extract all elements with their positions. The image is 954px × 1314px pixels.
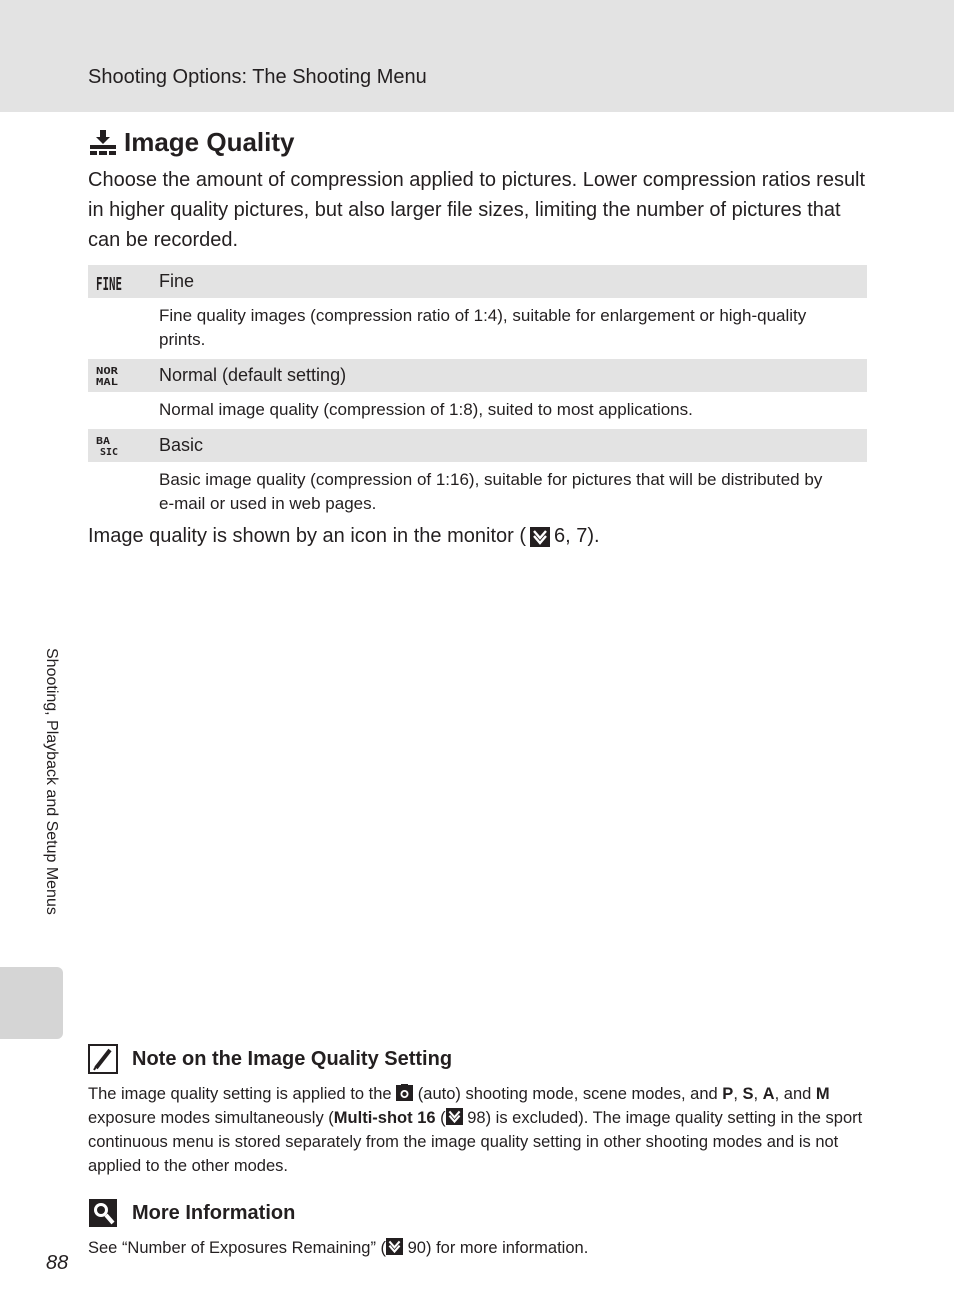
more-info-body — [88, 1236, 868, 1260]
basic-icon-bottom: SIC — [100, 447, 118, 458]
option-row-basic — [88, 429, 867, 462]
option-description-basic: Basic image quality (compression of 1:16), suitable for pictures that will be distributed by e-mail or used in web pages. — [159, 470, 823, 513]
note-text-2: (auto) shooting mode, scene modes, and — [413, 1085, 723, 1103]
normal-icon — [96, 364, 122, 388]
fine-icon — [96, 270, 122, 294]
note-text-1: The image quality setting is applied to the — [88, 1085, 397, 1103]
side-tab — [0, 967, 63, 1039]
mode-s: S — [742, 1085, 754, 1103]
option-row-normal — [88, 359, 867, 392]
page-reference-icon — [446, 1108, 463, 1125]
more-info-block — [88, 1196, 868, 1260]
note-text-6: 98) is excluded). The image quality setting in the sport continuous menu is stored separately from the image quality setting in other shooting modes and is not applied to the other modes. — [88, 1109, 863, 1175]
note-text-3: , and — [774, 1085, 816, 1103]
side-tab-label: Shooting, Playback and Setup Menus — [43, 648, 60, 915]
page-reference-icon — [386, 1238, 403, 1255]
monitor-note — [88, 525, 600, 548]
more-info-title: More Information — [132, 1201, 296, 1224]
pencil-note-icon — [88, 1044, 118, 1074]
mode-a: A — [762, 1085, 775, 1103]
fine-icon-text: FINE — [96, 274, 122, 295]
note-heading — [88, 1042, 868, 1076]
monitor-note-text-after: 6, 7). — [554, 525, 600, 547]
option-description-fine: Fine quality images (compression ratio of 1:4), suitable for enlargement or high-quality prints. — [159, 306, 807, 349]
note-title: Note on the Image Quality Setting — [132, 1047, 453, 1070]
intro-paragraph: Choose the amount of compression applied to pictures. Lower compression ratios result in higher quality pictures, but also larger file sizes, limiting the number of pictures that can be recorded. — [88, 169, 866, 251]
note-body — [88, 1082, 868, 1178]
section-title — [88, 124, 295, 160]
basic-icon — [96, 434, 122, 458]
more-info-text-1: See “Number of Exposures Remaining” ( — [88, 1239, 387, 1257]
page-title: Image Quality — [124, 126, 295, 157]
normal-icon-bottom: MAL — [96, 377, 118, 388]
header-band — [0, 0, 954, 112]
mode-m: M — [815, 1085, 830, 1103]
multishot-label: Multi-shot 16 — [333, 1109, 436, 1127]
option-label-normal: Normal (default setting) — [159, 365, 347, 385]
image-quality-icon — [88, 127, 118, 157]
more-info-text-2: 90) for more information. — [403, 1239, 589, 1257]
note-text-4: exposure modes simultaneously ( — [88, 1109, 334, 1127]
note-text-5: ( — [435, 1109, 446, 1127]
mode-p: P — [722, 1085, 734, 1103]
option-row-fine — [88, 265, 867, 298]
note-comma-2: , — [753, 1085, 763, 1103]
page-reference-icon — [530, 527, 550, 547]
more-info-heading — [88, 1196, 868, 1230]
monitor-note-text-before: Image quality is shown by an icon in the monitor ( — [88, 525, 526, 547]
normal-icon-top: NOR — [96, 366, 120, 377]
note-block — [88, 1042, 868, 1178]
camera-auto-icon — [396, 1084, 413, 1101]
option-description-normal: Normal image quality (compression of 1:8), suited to most applications. — [159, 400, 693, 419]
note-comma-1: , — [733, 1085, 743, 1103]
option-label-fine: Fine — [159, 271, 195, 291]
running-head: Shooting Options: The Shooting Menu — [88, 66, 427, 88]
page-number: 88 — [46, 1252, 69, 1274]
basic-icon-top: BA — [96, 436, 110, 447]
option-label-basic: Basic — [159, 435, 204, 455]
options-table — [88, 265, 867, 523]
more-information-icon — [88, 1198, 118, 1228]
